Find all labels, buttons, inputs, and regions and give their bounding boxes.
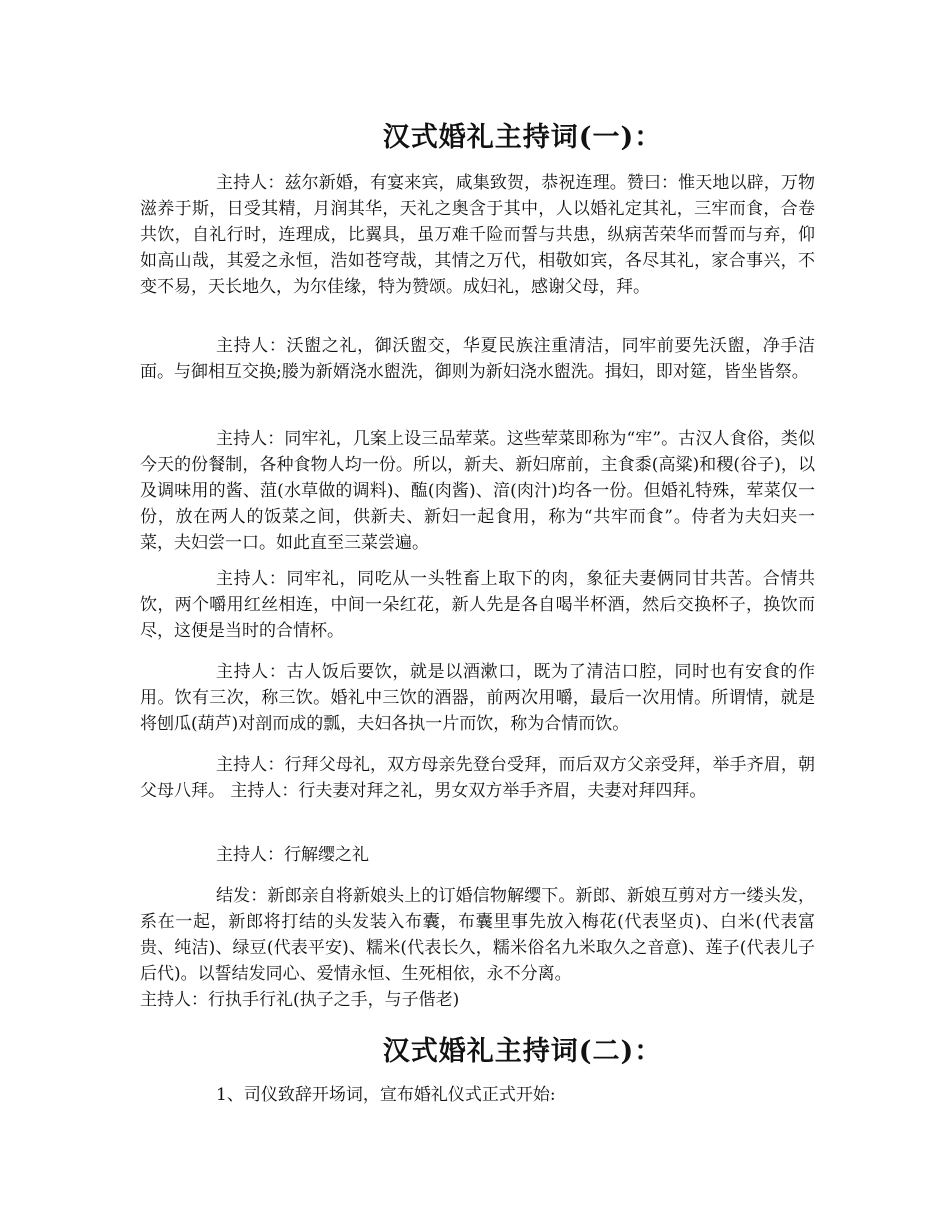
paragraph-shared-meal: 主持人：同牢礼，几案上设三品荤菜。这些荤菜即称为“牢”。古汉人食俗，类似今天的份餐制，各种食物人均一份。所以，新夫、新妇席前，主食黍(高粱)和稷(谷子)，以及调味用的酱、菹(水草做的调料)、醢(肉酱)、湆(肉汁)均各一份。但婚礼特殊，荤菜仅一份，放在两人的饭菜之间，供新夫、新妇一起食用，称为“共牢而食”。侍者为夫妇夹一菜，夫妇尝一口。如此直至三菜尝遍。 xyxy=(140,429,815,553)
paragraph-shared-meat: 主持人：同牢礼，同吃从一头牲畜上取下的肉，象征夫妻俩同甘共苦。合情共饮，两个嚼用红丝相连，中间一朵红花，新人先是各自喝半杯酒，然后交换杯子，换饮而尽，这便是当时的合情杯。 xyxy=(140,569,815,641)
paragraph-untie-ribbon: 主持人：行解缨之礼 xyxy=(216,845,369,865)
paragraph-intro: 主持人：兹尔新婚，有宴来宾，咸集致贺，恭祝连理。赞曰：惟天地以辟，万物滋养于斯，日受其精，月润其华，天礼之奥含于其中，人以婚礼定其礼，三牢而食，合卷共饮，自礼行时，连理成，比翼具，虽万难千险而誓与共患，纵病苦荣华而誓而与弃，仰如高山哉，其爱之永恒，浩如苍穹哉，其情之万代，相敬如宾，各尽其礼，家合事兴，不变不易，天长地久，为尔佳缘，特为赞颂。成妇礼，感谢父母，拜。 xyxy=(140,173,815,297)
paragraph-hold-hands: 主持人：行执手行礼(执子之手，与子偕老) xyxy=(140,990,460,1010)
paragraph-tie-hair-text: 结发：新郎亲自将新娘头上的订婚信物解缨下。新郎、新娘互剪对方一缕头发，系在一起，新郎将打结的头发装入布囊，布囊里事先放入梅花(代表坚贞)、白米(代表富贵、纯洁)、绿豆(代表平安)、糯米(代表长久，糯米俗名九米取久之音意)、莲子(代表儿子后代)。以誓结发同心、爱情永恒、生死相依，永不分离。 xyxy=(140,886,815,984)
paragraph-bow-parents: 主持人：行拜父母礼，双方母亲先登台受拜，而后双方父亲受拜，举手齐眉，朝父母八拜。 主持人：行夫妻对拜之礼，男女双方举手齐眉，夫妻对拜四拜。 xyxy=(140,755,815,801)
document-title-2: 汉式婚礼主持词(二)： xyxy=(382,1036,663,1068)
paragraph-three-drinks: 主持人：古人饭后要饮，就是以酒漱口，既为了清洁口腔，同时也有安食的作用。饮有三次，称三饮。婚礼中三饮的酒器，前两次用嚼，最后一次用情。所谓情，就是将刨瓜(葫芦)对剖而成的瓢，夫妇各执一片而饮，称为合情而饮。 xyxy=(140,662,815,734)
paragraph-opening: 1、司仪致辞开场词，宣布婚礼仪式正式开始: xyxy=(216,1085,556,1105)
paragraph-tie-hair xyxy=(140,883,815,1013)
paragraph-wash-rite: 主持人：沃盥之礼，御沃盥交，华夏民族注重清洁，同牢前要先沃盥，净手洁面。与御相互交换;媵为新婿浇水盥洗，御则为新妇浇水盥洗。揖妇，即对筵，皆坐皆祭。 xyxy=(140,336,815,382)
document-title-1: 汉式婚礼主持词(一)： xyxy=(382,122,663,154)
